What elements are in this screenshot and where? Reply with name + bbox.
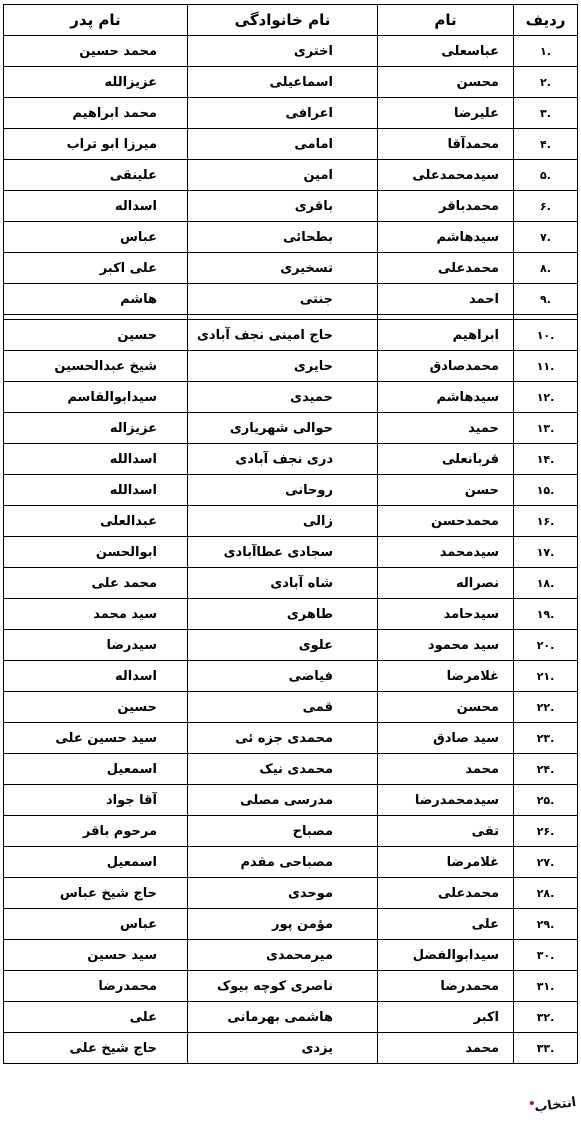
father-name-cell: حاج شیخ علی — [4, 1033, 188, 1064]
father-name-cell: سید حسین — [4, 940, 188, 971]
row-number-cell: .۲۹ — [514, 909, 578, 940]
family-name-cell: علوی — [188, 630, 378, 661]
table-row — [4, 191, 578, 222]
table-row — [4, 444, 578, 475]
father-name-cell: شیخ عبدالحسین — [4, 351, 188, 382]
father-name-cell: سیدرضا — [4, 630, 188, 661]
row-number-cell: .۴ — [514, 129, 578, 160]
row-number-cell: .۲۲ — [514, 692, 578, 723]
row-number-cell: .۲۷ — [514, 847, 578, 878]
header-family-name: نام خانوادگی — [188, 5, 378, 36]
table-row — [4, 971, 578, 1002]
row-number-cell: .۲۰ — [514, 630, 578, 661]
header-first-name: نام — [378, 5, 514, 36]
table-row — [4, 222, 578, 253]
table-row — [4, 413, 578, 444]
table-row — [4, 36, 578, 67]
first-name-cell: سیدمحمد — [378, 537, 514, 568]
family-name-cell: حمیدی — [188, 382, 378, 413]
table-row — [4, 129, 578, 160]
row-number-cell: .۱۷ — [514, 537, 578, 568]
father-name-cell: محمد علی — [4, 568, 188, 599]
table-row — [4, 661, 578, 692]
row-number-cell: .۲۵ — [514, 785, 578, 816]
first-name-cell: محسن — [378, 692, 514, 723]
first-name-cell: سیدحامد — [378, 599, 514, 630]
table-row — [4, 847, 578, 878]
father-name-cell: سید محمد — [4, 599, 188, 630]
header-row-number: ردیف — [514, 5, 578, 36]
first-name-cell: محمد — [378, 754, 514, 785]
father-name-cell: علی — [4, 1002, 188, 1033]
first-name-cell: محمد — [378, 1033, 514, 1064]
father-name-cell: آقا جواد — [4, 785, 188, 816]
table-row — [4, 537, 578, 568]
first-name-cell: محمدحسن — [378, 506, 514, 537]
first-name-cell: محمدعلی — [378, 253, 514, 284]
row-number-cell: .۵ — [514, 160, 578, 191]
first-name-cell: علیرضا — [378, 98, 514, 129]
first-name-cell: سیدهاشم — [378, 382, 514, 413]
table-body — [4, 36, 578, 1064]
family-name-cell: مدرسی مصلی — [188, 785, 378, 816]
family-name-cell: حاج امینی نجف آبادی — [188, 320, 378, 351]
row-number-cell: .۱ — [514, 36, 578, 67]
family-name-cell: اختری — [188, 36, 378, 67]
first-name-cell: قربانعلی — [378, 444, 514, 475]
family-name-cell: هاشمی بهرمانی — [188, 1002, 378, 1033]
row-number-cell: .۲۱ — [514, 661, 578, 692]
row-number-cell: .۳ — [514, 98, 578, 129]
site-watermark-logo — [529, 1095, 580, 1125]
first-name-cell: غلامرضا — [378, 847, 514, 878]
father-name-cell: عباس — [4, 909, 188, 940]
father-name-cell: ابوالحسن — [4, 537, 188, 568]
first-name-cell: غلامرضا — [378, 661, 514, 692]
table-row — [4, 1033, 578, 1064]
father-name-cell: اسدالله — [4, 475, 188, 506]
row-number-cell: .۲۴ — [514, 754, 578, 785]
row-number-cell: .۱۸ — [514, 568, 578, 599]
first-name-cell: محمدصادق — [378, 351, 514, 382]
father-name-cell: هاشم — [4, 284, 188, 315]
family-name-cell: بطحائی — [188, 222, 378, 253]
first-name-cell: محمدرضا — [378, 971, 514, 1002]
watermark-label: انتخاب — [533, 1094, 578, 1116]
father-name-cell: اسداله — [4, 661, 188, 692]
row-number-cell: .۱۵ — [514, 475, 578, 506]
father-name-cell: مرحوم باقر — [4, 816, 188, 847]
first-name-cell: سید صادق — [378, 723, 514, 754]
first-name-cell: تقی — [378, 816, 514, 847]
first-name-cell: محمدآقا — [378, 129, 514, 160]
family-name-cell: مصباحی مقدم — [188, 847, 378, 878]
table-row — [4, 160, 578, 191]
row-number-cell: .۸ — [514, 253, 578, 284]
father-name-cell: اسمعیل — [4, 847, 188, 878]
family-name-cell: حایری — [188, 351, 378, 382]
family-name-cell: زالی — [188, 506, 378, 537]
row-number-cell: .۱۴ — [514, 444, 578, 475]
row-number-cell: .۹ — [514, 284, 578, 315]
row-number-cell: .۶ — [514, 191, 578, 222]
father-name-cell: سید حسین علی — [4, 723, 188, 754]
row-number-cell: .۷ — [514, 222, 578, 253]
table-row — [4, 1002, 578, 1033]
row-number-cell: .۳۰ — [514, 940, 578, 971]
father-name-cell: اسداله — [4, 191, 188, 222]
first-name-cell: محمدعلی — [378, 878, 514, 909]
family-name-cell: یزدی — [188, 1033, 378, 1064]
family-name-cell: شاه آبادی — [188, 568, 378, 599]
row-number-cell: .۳۱ — [514, 971, 578, 1002]
table-row — [4, 878, 578, 909]
family-name-cell: اعرافی — [188, 98, 378, 129]
row-number-cell: .۲۶ — [514, 816, 578, 847]
family-name-cell: مؤمن پور — [188, 909, 378, 940]
family-name-cell: سجادی عطاآبادی — [188, 537, 378, 568]
first-name-cell: سیدهاشم — [378, 222, 514, 253]
table-row — [4, 630, 578, 661]
header-father-name: نام پدر — [4, 5, 188, 36]
father-name-cell: عزیزالله — [4, 67, 188, 98]
table-row — [4, 67, 578, 98]
header-row — [4, 5, 578, 36]
table-row — [4, 816, 578, 847]
family-name-cell: محمدی نیک — [188, 754, 378, 785]
father-name-cell: سیدابوالقاسم — [4, 382, 188, 413]
first-name-cell: محسن — [378, 67, 514, 98]
father-name-cell: محمد حسین — [4, 36, 188, 67]
first-name-cell: اکبر — [378, 1002, 514, 1033]
first-name-cell: سیدابوالفضل — [378, 940, 514, 971]
table-row — [4, 940, 578, 971]
table-row — [4, 475, 578, 506]
family-name-cell: طاهری — [188, 599, 378, 630]
family-name-cell: اسماعیلی — [188, 67, 378, 98]
first-name-cell: احمد — [378, 284, 514, 315]
table-row — [4, 320, 578, 351]
family-name-cell: امین — [188, 160, 378, 191]
father-name-cell: حسین — [4, 320, 188, 351]
family-name-cell: باقری — [188, 191, 378, 222]
father-name-cell: اسمعیل — [4, 754, 188, 785]
family-name-cell: موحدی — [188, 878, 378, 909]
row-number-cell: .۳۳ — [514, 1033, 578, 1064]
family-name-cell: قمی — [188, 692, 378, 723]
family-name-cell: جنتی — [188, 284, 378, 315]
table-row — [4, 723, 578, 754]
row-number-cell: .۲ — [514, 67, 578, 98]
table-row — [4, 692, 578, 723]
father-name-cell: حاج شیخ عباس — [4, 878, 188, 909]
table-row — [4, 382, 578, 413]
first-name-cell: نصراله — [378, 568, 514, 599]
father-name-cell: عباس — [4, 222, 188, 253]
family-name-cell: فیاضی — [188, 661, 378, 692]
row-number-cell: .۱۹ — [514, 599, 578, 630]
family-name-cell: تسخیری — [188, 253, 378, 284]
first-name-cell: علی — [378, 909, 514, 940]
row-number-cell: .۱۳ — [514, 413, 578, 444]
family-name-cell: دری نجف آبادی — [188, 444, 378, 475]
first-name-cell: حمید — [378, 413, 514, 444]
names-table — [3, 4, 578, 1064]
table-row — [4, 284, 578, 315]
family-name-cell: امامی — [188, 129, 378, 160]
first-name-cell: سیدمحمدعلی — [378, 160, 514, 191]
family-name-cell: روحانی — [188, 475, 378, 506]
table-row — [4, 568, 578, 599]
table-row — [4, 754, 578, 785]
father-name-cell: میرزا ابو تراب — [4, 129, 188, 160]
row-number-cell: .۱۶ — [514, 506, 578, 537]
first-name-cell: ابراهیم — [378, 320, 514, 351]
first-name-cell: حسن — [378, 475, 514, 506]
table-row — [4, 253, 578, 284]
father-name-cell: عزیزاله — [4, 413, 188, 444]
row-number-cell: .۲۸ — [514, 878, 578, 909]
father-name-cell: حسین — [4, 692, 188, 723]
family-name-cell: محمدی جزه ئی — [188, 723, 378, 754]
first-name-cell: سیدمحمدرضا — [378, 785, 514, 816]
father-name-cell: اسدالله — [4, 444, 188, 475]
table-row — [4, 506, 578, 537]
table-row — [4, 351, 578, 382]
row-number-cell: .۱۰ — [514, 320, 578, 351]
first-name-cell: عباسعلی — [378, 36, 514, 67]
father-name-cell: محمدرضا — [4, 971, 188, 1002]
table-row — [4, 98, 578, 129]
table-row — [4, 909, 578, 940]
first-name-cell: محمدباقر — [378, 191, 514, 222]
table-row — [4, 785, 578, 816]
father-name-cell: علی اکبر — [4, 253, 188, 284]
family-name-cell: حوالی شهریاری — [188, 413, 378, 444]
row-number-cell: .۱۲ — [514, 382, 578, 413]
father-name-cell: محمد ابراهیم — [4, 98, 188, 129]
first-name-cell: سید محمود — [378, 630, 514, 661]
name-list-sheet — [4, 4, 578, 1064]
row-number-cell: .۱۱ — [514, 351, 578, 382]
table-row — [4, 599, 578, 630]
family-name-cell: میرمحمدی — [188, 940, 378, 971]
family-name-cell: مصباح — [188, 816, 378, 847]
row-number-cell: .۲۳ — [514, 723, 578, 754]
row-number-cell: .۳۲ — [514, 1002, 578, 1033]
family-name-cell: ناصری کوچه بیوک — [188, 971, 378, 1002]
father-name-cell: عبدالعلی — [4, 506, 188, 537]
father-name-cell: علینقی — [4, 160, 188, 191]
